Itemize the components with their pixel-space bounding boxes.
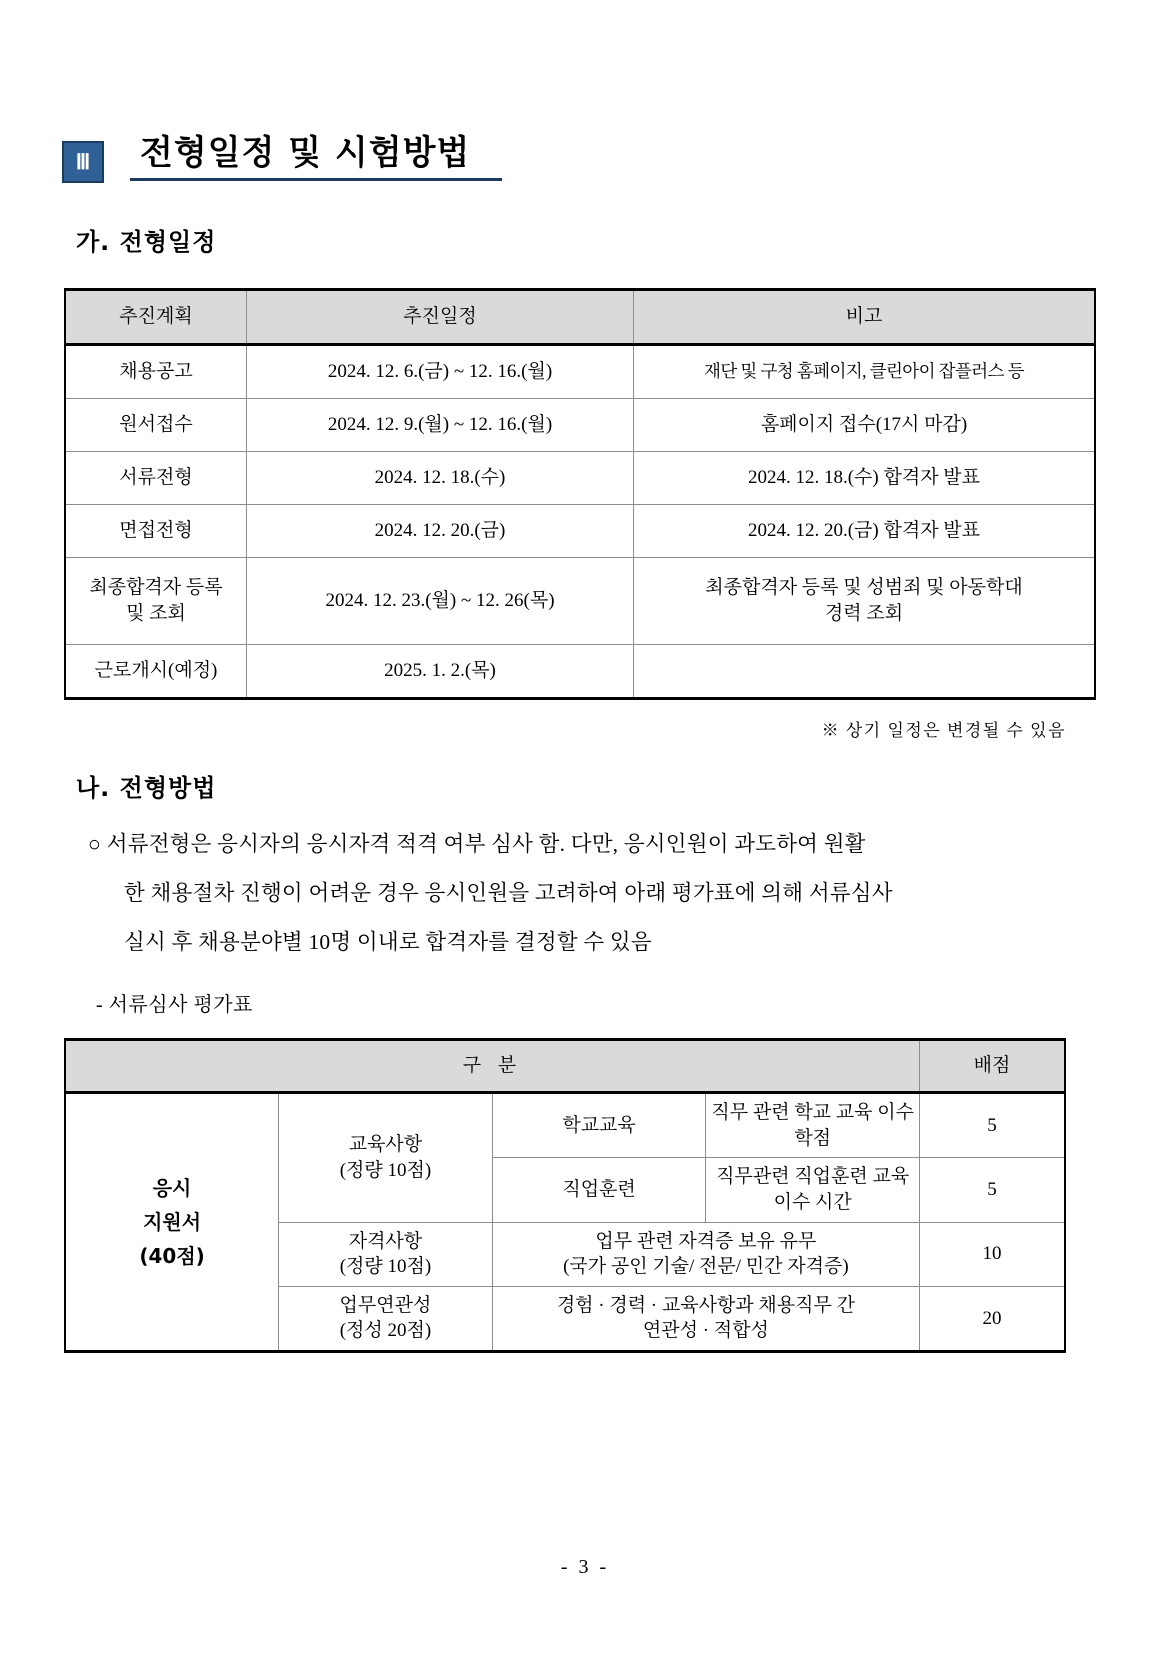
group-line1: 응시 xyxy=(152,1176,192,1201)
description-line2: 연관성 · 적합성 xyxy=(642,1320,769,1342)
method-line-2: 한 채용절차 진행이 어려운 경우 응시인원을 고려하여 아래 평가표에 의해 서류심사 xyxy=(124,881,893,905)
schedule-footnote: ※ 상기 일정은 변경될 수 있음 xyxy=(821,721,1066,740)
eval-table-caption: - 서류심사 평가표 xyxy=(96,994,253,1016)
section-header xyxy=(62,133,502,183)
cell-description xyxy=(492,1286,919,1351)
table-row xyxy=(65,399,1095,452)
cell-description: 직무 관련 학교 교육 이수 학점 xyxy=(706,1093,920,1158)
cell-note: 재단 및 구청 홈페이지, 클린아이 잡플러스 등 xyxy=(634,345,1096,399)
cell-plan: 면접전형 xyxy=(65,505,247,558)
cell-plan-line2: 및 조회 xyxy=(126,603,186,624)
cell-score: 10 xyxy=(920,1222,1066,1286)
cell-category-qualification xyxy=(279,1222,493,1286)
cell-plan: 근로개시(예정) xyxy=(65,645,247,699)
table-row xyxy=(65,558,1095,645)
cell-score: 5 xyxy=(920,1158,1066,1222)
table-row xyxy=(65,645,1095,699)
cell-group-applicant xyxy=(65,1093,279,1352)
section-title-wrap xyxy=(130,133,502,183)
evaluation-table xyxy=(64,1038,1066,1353)
cell-note: 2024. 12. 18.(수) 합격자 발표 xyxy=(634,452,1096,505)
cell-date: 2024. 12. 20.(금) xyxy=(247,505,634,558)
cell-category-relevance xyxy=(279,1286,493,1351)
group-line2: 지원서 xyxy=(143,1210,202,1235)
table-row xyxy=(65,452,1095,505)
table-header-row xyxy=(65,290,1095,345)
cell-note: 2024. 12. 20.(금) 합격자 발표 xyxy=(634,505,1096,558)
cell-subcategory: 직업훈련 xyxy=(492,1158,706,1222)
category-line1: 교육사항 xyxy=(348,1134,423,1156)
schedule-table xyxy=(64,288,1096,700)
cell-plan: 원서접수 xyxy=(65,399,247,452)
cell-plan xyxy=(65,558,247,645)
cell-subcategory: 학교교육 xyxy=(492,1093,706,1158)
cell-category-education xyxy=(279,1093,493,1223)
cell-date: 2025. 1. 2.(목) xyxy=(247,645,634,699)
category-line2: (정성 20점) xyxy=(339,1320,432,1342)
cell-plan-line1: 최종합격자 등록 xyxy=(89,577,223,599)
method-line-3: 실시 후 채용분야별 10명 이내로 합격자를 결정할 수 있음 xyxy=(124,930,652,954)
description-line1: 업무 관련 자격증 보유 유무 xyxy=(595,1230,817,1252)
page-number: - 3 - xyxy=(560,1556,610,1578)
description-line1: 경험 · 경력 · 교육사항과 채용직무 간 xyxy=(556,1294,855,1316)
title-underline xyxy=(130,178,502,181)
cell-note: 홈페이지 접수(17시 마감) xyxy=(634,399,1096,452)
category-line1: 업무연관성 xyxy=(339,1294,432,1316)
cell-plan: 서류전형 xyxy=(65,452,247,505)
cell-note xyxy=(634,645,1096,699)
method-paragraph xyxy=(88,820,1066,967)
page-title: 전형일정 및 시험방법 xyxy=(140,133,471,173)
table-row xyxy=(65,345,1095,399)
table-header-row xyxy=(65,1040,1065,1093)
cell-score: 5 xyxy=(920,1093,1066,1158)
column-header-plan: 추진계획 xyxy=(65,290,247,345)
category-line2: (정량 10점) xyxy=(339,1256,432,1278)
cell-date: 2024. 12. 23.(월) ~ 12. 26(목) xyxy=(247,558,634,645)
description-line2: (국가 공인 기술/ 전문/ 민간 자격증) xyxy=(563,1256,849,1278)
subsection-heading-method: 나. 전형방법 xyxy=(76,774,217,802)
table-row xyxy=(65,505,1095,558)
table-row xyxy=(65,1093,1065,1158)
group-line3: (40점) xyxy=(139,1244,205,1269)
cell-date: 2024. 12. 9.(월) ~ 12. 16.(월) xyxy=(247,399,634,452)
column-header-note: 비고 xyxy=(634,290,1096,345)
column-header-date: 추진일정 xyxy=(247,290,634,345)
cell-description xyxy=(492,1222,919,1286)
cell-score: 20 xyxy=(920,1286,1066,1351)
cell-date: 2024. 12. 6.(금) ~ 12. 16.(월) xyxy=(247,345,634,399)
column-header-gubun: 구 분 xyxy=(65,1040,920,1093)
subsection-heading-schedule: 가. 전형일정 xyxy=(76,228,217,256)
column-header-score: 배점 xyxy=(920,1040,1066,1093)
cell-plan: 채용공고 xyxy=(65,345,247,399)
cell-note xyxy=(634,558,1096,645)
cell-note-line1: 최종합격자 등록 및 성범죄 및 아동학대 xyxy=(705,577,1023,599)
section-numeral-badge: Ⅲ xyxy=(62,141,104,183)
cell-date: 2024. 12. 18.(수) xyxy=(247,452,634,505)
method-line-1: ○ 서류전형은 응시자의 응시자격 적격 여부 심사 함. 다만, 응시인원이 과도하여 원활 xyxy=(88,832,866,856)
category-line1: 자격사항 xyxy=(348,1230,423,1252)
category-line2: (정량 10점) xyxy=(339,1159,432,1181)
cell-note-line2: 경력 조회 xyxy=(824,603,904,624)
cell-description: 직무관련 직업훈련 교육 이수 시간 xyxy=(706,1158,920,1222)
